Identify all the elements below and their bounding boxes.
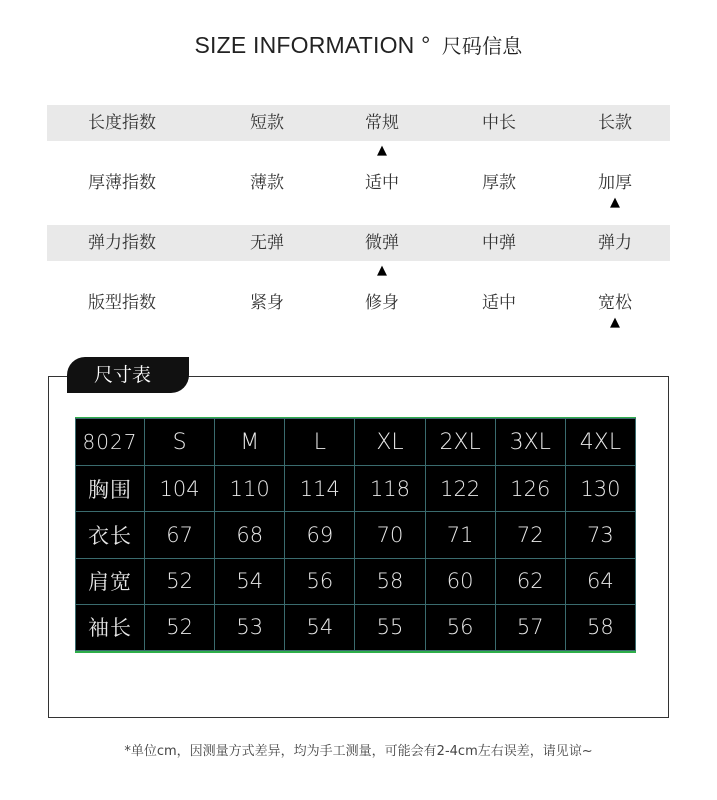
table-row [76,604,636,650]
size-header: S [145,419,215,466]
index-option: 适中 [365,173,399,193]
table-cell: 64 [565,558,635,604]
table-cell: 56 [425,604,495,650]
measure-label: 胸围 [76,466,145,512]
title-zh: 尺码信息 [441,34,523,58]
size-header: L [285,419,355,466]
size-header: 2XL [425,419,495,466]
footnote: *单位cm，因测量方式差异，均为手工测量，可能会有2-4cm左右误差，请见谅~ [124,744,593,759]
index-row-elasticity [47,225,670,278]
size-header: 3XL [495,419,565,466]
title-en: SIZE INFORMATION ° [194,32,431,58]
index-label: 版型指数 [88,293,156,313]
size-chart-table [75,417,636,653]
size-header: XL [355,419,425,466]
page-title [0,30,717,59]
table-cell: 67 [145,512,215,558]
index-option: 弹力 [598,233,632,253]
index-label: 长度指数 [88,113,156,133]
table-row [76,466,636,512]
table-row [76,512,636,558]
table-cell: 60 [425,558,495,604]
index-option: 适中 [482,293,516,313]
table-cell: 58 [355,558,425,604]
table-cell: 122 [425,466,495,512]
table-cell: 56 [285,558,355,604]
size-chart-tab: 尺寸表 [67,357,189,393]
table-cell: 52 [145,604,215,650]
measure-label: 肩宽 [76,558,145,604]
index-row-length [47,105,670,158]
table-cell: 55 [355,604,425,650]
style-code: 8027 [76,419,145,466]
table-cell: 110 [215,466,285,512]
table-cell: 114 [285,466,355,512]
index-option: 加厚 [598,173,632,193]
selected-marker-icon: ▲ [377,263,387,278]
table-cell: 53 [215,604,285,650]
table-row [76,558,636,604]
index-option: 微弹 [365,233,399,253]
size-header: M [215,419,285,466]
index-row-fit [47,285,670,330]
index-table [47,105,670,330]
index-label: 厚薄指数 [88,173,156,193]
index-option: 中弹 [482,233,516,253]
selected-marker-icon: ▲ [377,143,387,158]
table-cell: 54 [215,558,285,604]
index-label: 弹力指数 [88,233,156,253]
table-cell: 104 [145,466,215,512]
table-cell: 130 [565,466,635,512]
index-option: 中长 [482,113,516,133]
size-header: 4XL [565,419,635,466]
selected-marker-icon: ▲ [610,315,620,330]
selected-marker-icon: ▲ [610,195,620,210]
measure-label: 衣长 [76,512,145,558]
measure-label: 袖长 [76,604,145,650]
index-option: 短款 [250,113,284,133]
index-row-thickness [47,165,670,210]
table-cell: 68 [215,512,285,558]
size-header-row [76,419,636,466]
index-option: 修身 [365,293,399,313]
table-cell: 54 [285,604,355,650]
table-cell: 52 [145,558,215,604]
index-option: 紧身 [250,293,284,313]
table-cell: 69 [285,512,355,558]
table-cell: 62 [495,558,565,604]
table-cell: 57 [495,604,565,650]
index-option: 常规 [365,113,399,133]
table-cell: 58 [565,604,635,650]
table-cell: 70 [355,512,425,558]
table-cell: 126 [495,466,565,512]
table-cell: 73 [565,512,635,558]
index-option: 宽松 [598,293,632,313]
index-option: 长款 [598,113,632,133]
table-cell: 118 [355,466,425,512]
index-option: 薄款 [250,173,284,193]
index-option: 无弹 [250,233,284,253]
table-cell: 72 [495,512,565,558]
index-option: 厚款 [482,173,516,193]
table-cell: 71 [425,512,495,558]
